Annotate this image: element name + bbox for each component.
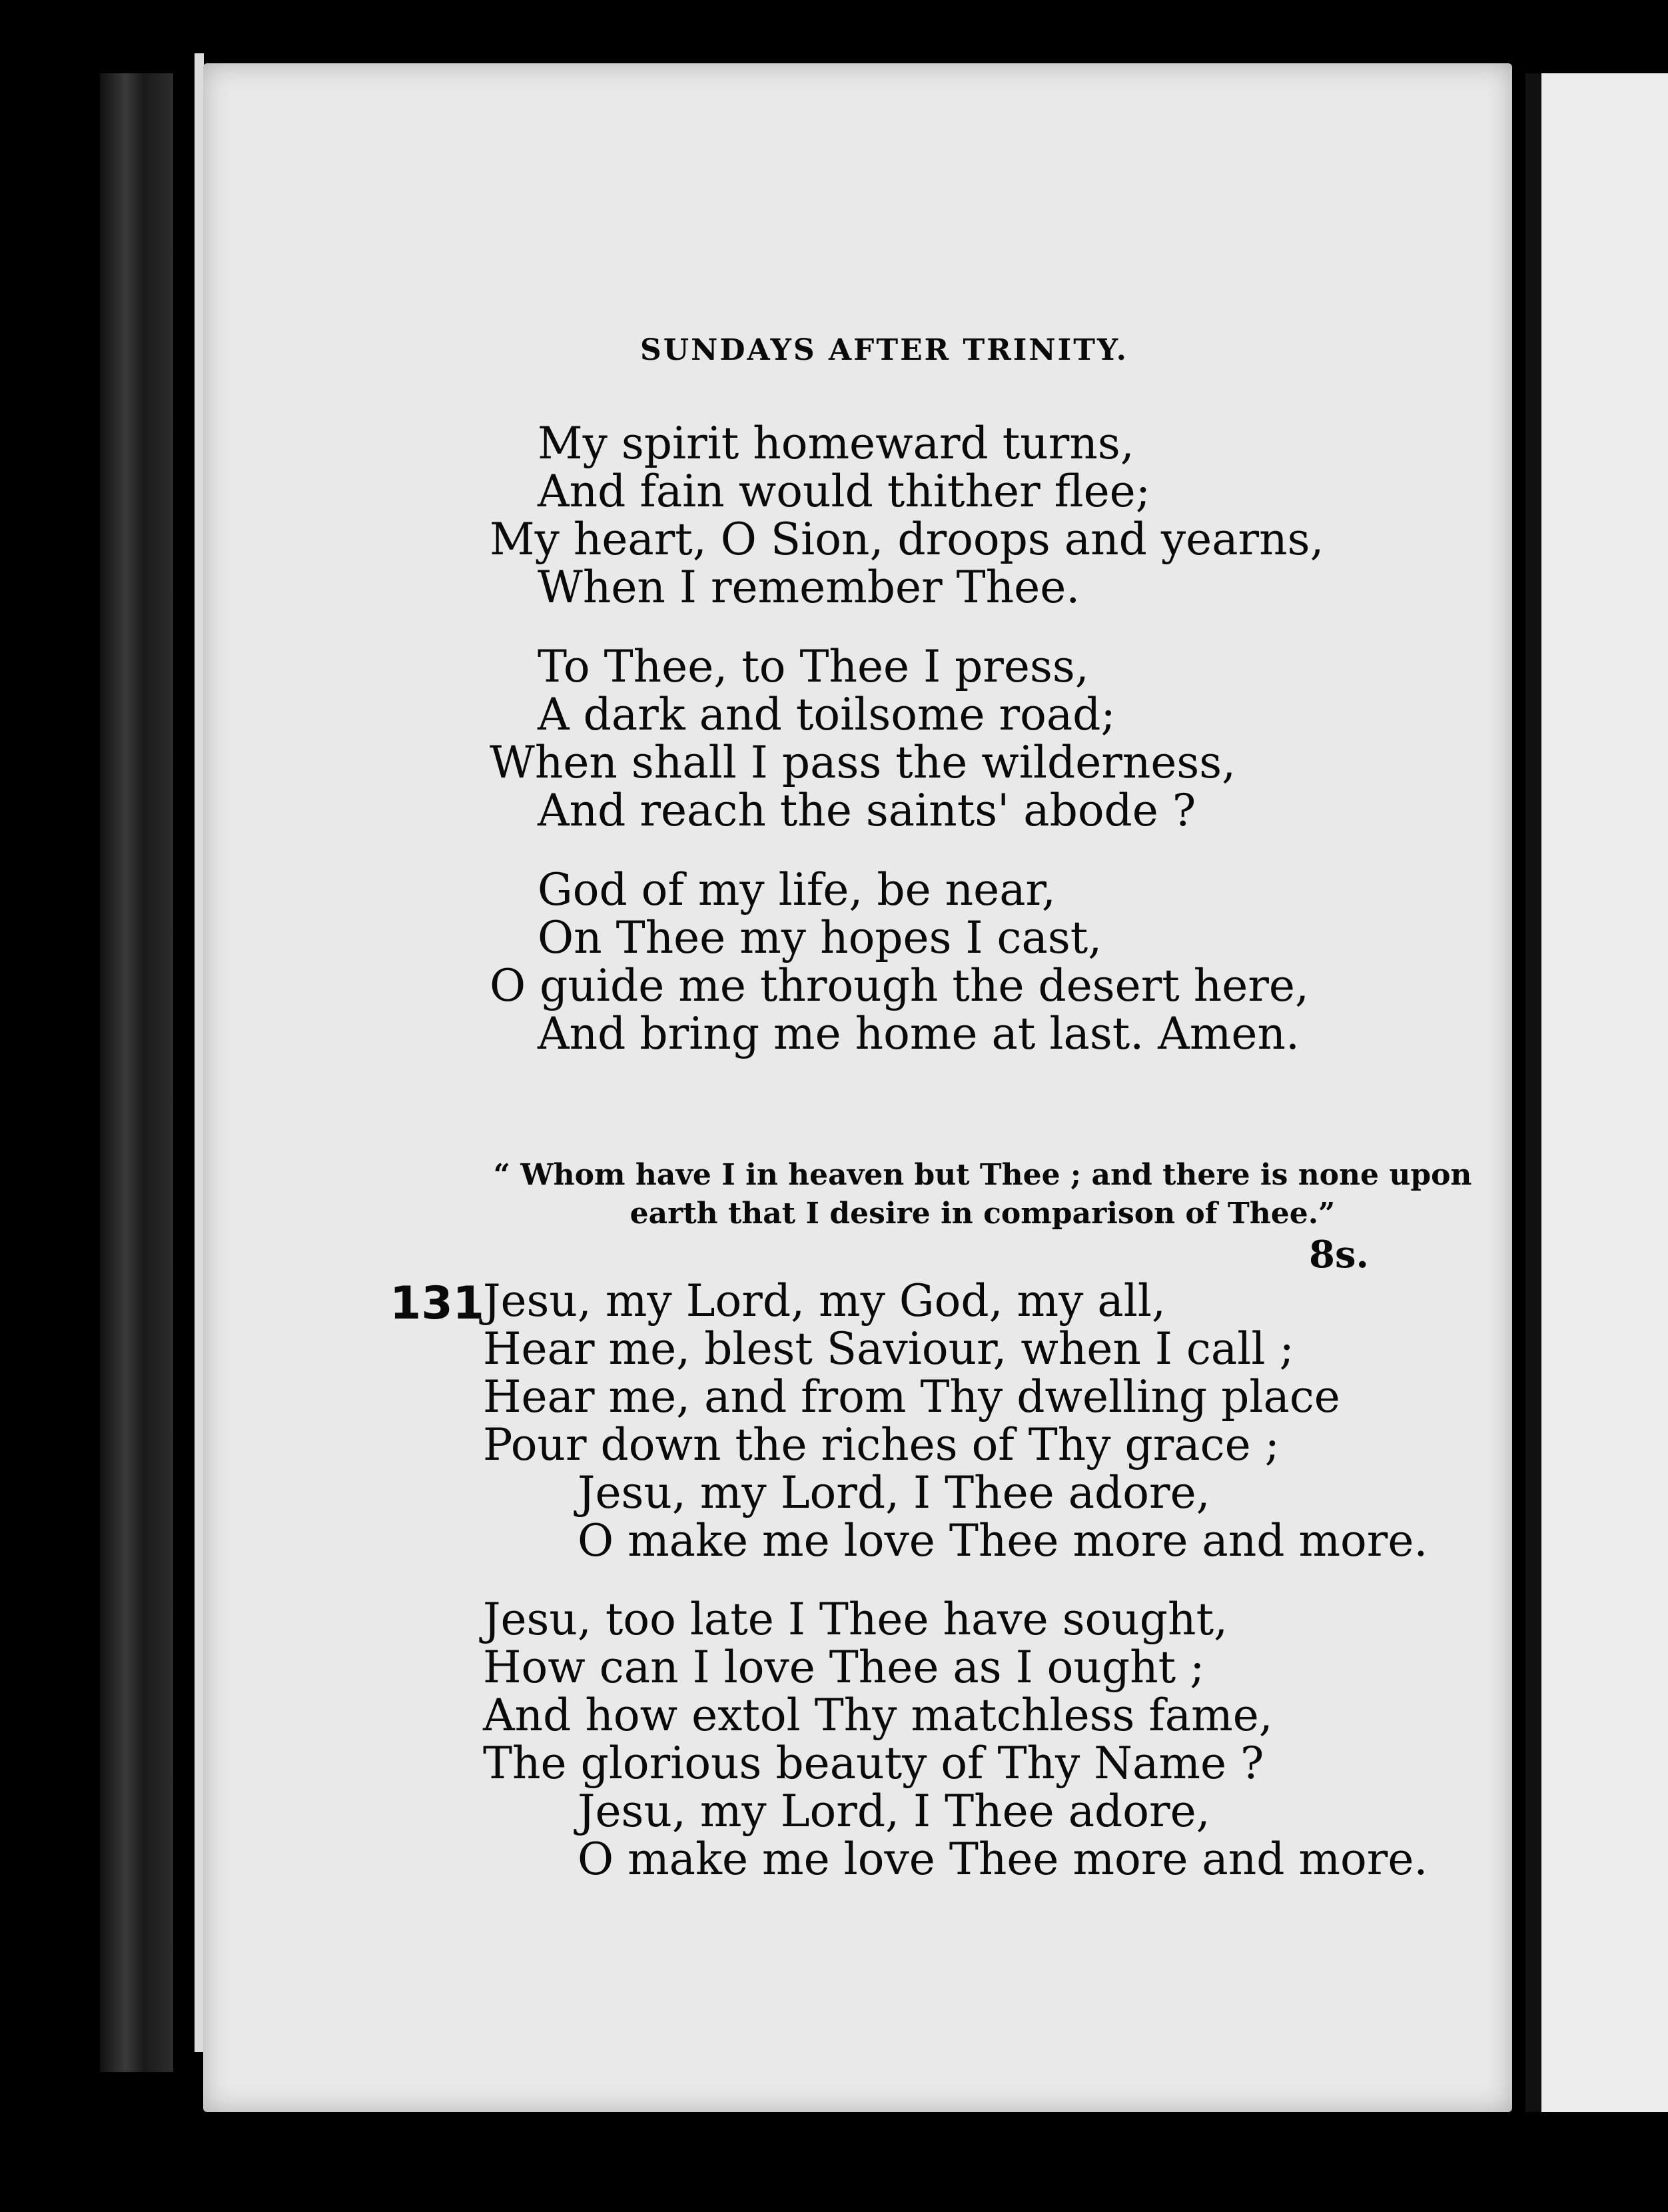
verse-line: The glorious beauty of Thy Name ? [483, 1738, 1264, 1789]
verse-line: Hear me, and from Thy dwelling place [483, 1371, 1340, 1422]
verse-line: When I remember Thee. [538, 562, 1080, 613]
epigraph-line: “ Whom have I in heaven but Thee ; and there is none upon [493, 1158, 1472, 1192]
adjacent-page [1525, 73, 1668, 2112]
verse-line: Jesu, too late I Thee have sought, [483, 1594, 1228, 1645]
hymn-stanza-1 [483, 1277, 1428, 1565]
book-page [203, 63, 1512, 2112]
verse-line: Pour down the riches of Thy grace ; [483, 1419, 1280, 1470]
verse-line: O make me love Thee more and more. [578, 1515, 1428, 1566]
verse-line: O make me love Thee more and more. [578, 1834, 1428, 1885]
stanza-top-1 [490, 420, 1324, 612]
hymn-number: 131 [390, 1277, 484, 1330]
page-text [203, 63, 1512, 2112]
verse-line: When shall I pass the wilderness, [490, 737, 1236, 788]
verse-line: Jesu, my Lord, my God, my all, [483, 1275, 1166, 1327]
verse-line: My heart, O Sion, droops and yearns, [490, 514, 1324, 565]
verse-line: And how extol Thy matchless fame, [483, 1690, 1273, 1741]
verse-line: God of my life, be near, [538, 864, 1056, 915]
verse-line: My spirit homeward turns, [538, 418, 1134, 469]
meter-label: 8s. [1309, 1233, 1369, 1277]
verse-line: And fain would thither flee; [538, 466, 1150, 517]
running-head: SUNDAYS AFTER TRINITY. [639, 333, 1128, 367]
hymn-stanza-2 [483, 1596, 1428, 1884]
verse-line: O guide me through the desert here, [490, 960, 1309, 1011]
epigraph-line: earth that I desire in comparison of Thee.” [629, 1197, 1336, 1231]
page-edge-stripe [195, 53, 204, 2052]
verse-line: A dark and toilsome road; [538, 689, 1116, 740]
verse-line: Hear me, blest Saviour, when I call ; [483, 1323, 1294, 1375]
stanza-top-2 [490, 643, 1236, 835]
verse-line: Jesu, my Lord, I Thee adore, [578, 1467, 1210, 1518]
book-edge-left [100, 73, 173, 2072]
verse-line: To Thee, to Thee I press, [538, 641, 1089, 692]
verse-line: And bring me home at last. Amen. [538, 1008, 1300, 1059]
verse-line: And reach the saints' abode ? [538, 785, 1196, 836]
verse-line: How can I love Thee as I ought ; [483, 1642, 1205, 1693]
epigraph [383, 1156, 1582, 1233]
stanza-top-3 [490, 866, 1309, 1058]
verse-line: On Thee my hopes I cast, [538, 912, 1102, 963]
verse-line: Jesu, my Lord, I Thee adore, [578, 1786, 1210, 1837]
